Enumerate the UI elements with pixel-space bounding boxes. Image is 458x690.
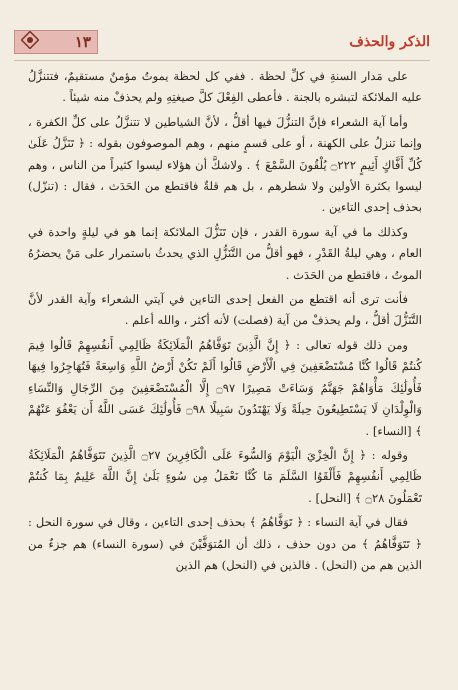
ornament-icon bbox=[21, 31, 39, 53]
page-body bbox=[28, 66, 422, 579]
paragraph: فقال في آية النساء : ﴿ تَوَفَّاهُمُ ﴾ بحذف إحدى التاءين ، وقال في سورة النحل : ﴿ تَتَوَفَّاهُمُ ﴾ من دون حذف ، ذلك أن المُتوَفَّيْنَ في (سورة النساء) هم جزءٌ من الذين هم من (النحل) . فالذين في (النحل) هم الذين bbox=[28, 515, 422, 572]
paragraph: على مَدار السنةِ في كلِّ لحظة . ففي كل لحظة يموتُ مؤمنٌ مستقيمٌ، فتتنزَّلُ عليه الملائكة لتبشره بالجنة . فأعطى الفِعْلَ كلَّ صيغتِهِ ولم يحذفْ منه شيئاً . bbox=[28, 69, 422, 105]
chapter-title: الذكر والحذف bbox=[349, 34, 430, 50]
paragraph: وأما آية الشعراء فإنَّ التنزُّلَ فيها أقلُّ ، لأنَّ الشياطين لا تتنزَّلُ على كلِّ الكفرة ، وإنما تنزلُ على الكهنة ، أو على قسمٍ منهم ، وهم الموصوفون بقوله : ﴿ تَنَزَّلُ عَلَىٰ كُلِّ أَفَّاكٍ أَثِيمٍ ۝٢٢٢ يُلْقُونَ السَّمْعَ ﴾ . ولاشكَّ أن هؤلاء ليسوا كثيراً من الناس ، وهم ليسوا بكثرة الأولين ولا شطرهم ، بل هم قلةٌ فاقتطع من الحَدَث ، فقال : (تنزّل) بحذف إحدى التاءين . bbox=[28, 114, 422, 215]
header-divider bbox=[14, 60, 430, 61]
page-header bbox=[14, 30, 430, 58]
paragraph: فأنت ترى أنه اقتطع من الفعل إحدى التاءين في آيتي الشعراء وآية القدر لأنَّ التَّنَزُّلَ أقلُّ ، ولم يحذفْ من آية (فصلت) لأنه أكثر ، والله أعلم . bbox=[28, 292, 422, 328]
page-number-box bbox=[14, 30, 98, 54]
paragraph: وكذلك ما في آية سورة القدر ، فإن تَنَزُّلَ الملائكة إنما هو في ليلةٍ واحدة في العام ، وهي ليلةُ القَدْرِ ، فهو أقلُّ من التَّنَزُّلِ الذي يحدثُ باستمرار على مَنْ يحضرُهُ الموتُ ، فاقتطع من الحَدَث . bbox=[28, 224, 422, 282]
paragraph: ومن ذلك قوله تعالى : ﴿ إِنَّ الَّذِينَ تَوَفَّاهُمُ الْمَلَائِكَةُ ظَالِمِي أَنفُسِهِمْ قَالُوا فِيمَ كُنتُمْ قَالُوا كُنَّا مُسْتَضْعَفِينَ فِي الْأَرْضِ قَالُوا أَلَمْ تَكُنْ أَرْضُ اللَّهِ وَاسِعَةً فَتُهَاجِرُوا فِيهَا فَأُولَٰئِكَ مَأْوَاهُمْ جَهَنَّمُ وَسَاءَتْ مَصِيرًا ۝٩٧ إِلَّا الْمُسْتَضْعَفِينَ مِنَ الرِّجَالِ وَالنِّسَاءِ وَالْوِلْدَانِ لَا يَسْتَطِيعُونَ حِيلَةً وَلَا يَهْتَدُونَ سَبِيلًا ۝٩٨ فَأُولَٰئِكَ عَسَى اللَّهُ أَن يَعْفُوَ عَنْهُمْ ﴾ [النساء] . bbox=[28, 337, 422, 438]
page-number: ١٣ bbox=[74, 33, 91, 51]
paragraph: وقوله : ﴿ إِنَّ الْخِزْيَ الْيَوْمَ وَالسُّوءَ عَلَى الْكَافِرِينَ ۝٢٧ الَّذِينَ تَتَوَفَّاهُمُ الْمَلَائِكَةُ ظَالِمِي أَنفُسِهِمْ فَأَلْقَوُا السَّلَمَ مَا كُنَّا نَعْمَلُ مِن سُوءٍ بَلَىٰ إِنَّ اللَّهَ عَلِيمٌ بِمَا كُنتُمْ تَعْمَلُونَ ۝٢٨ ﴾ [النحل] . bbox=[28, 447, 422, 505]
